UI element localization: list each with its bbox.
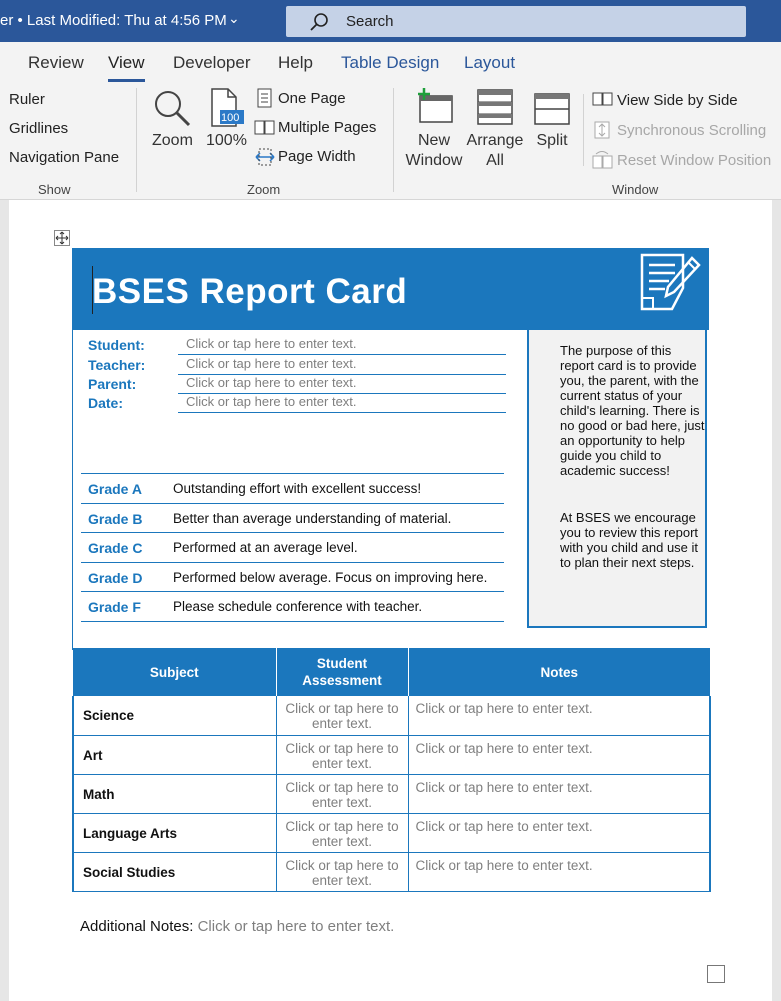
assessment-placeholder: Click or tap here to enter text.: [285, 818, 399, 849]
magnifier-icon: [152, 88, 192, 128]
split-icon: [533, 92, 571, 126]
notes-cell[interactable]: Click or tap here to enter text.: [408, 852, 710, 891]
grade-divider: [81, 621, 504, 622]
navigation-pane-checkbox[interactable]: [0, 149, 119, 166]
grade-description: Performed below average. Focus on improving here.: [173, 570, 488, 585]
subject-cell[interactable]: Language Arts: [73, 813, 276, 852]
arrange-all-label-1: Arrange: [466, 132, 524, 149]
date-field[interactable]: Click or tap here to enter text.: [178, 393, 506, 413]
arrange-all-button[interactable]: [464, 88, 526, 174]
gridlines-label: Gridlines: [9, 120, 69, 137]
notes-cell[interactable]: Click or tap here to enter text.: [408, 774, 710, 813]
window-group-label: Window: [612, 182, 659, 197]
grade-description: Performed at an average level.: [173, 540, 358, 555]
assessment-cell[interactable]: [276, 696, 408, 735]
grade-label: Grade F: [88, 599, 141, 615]
teacher-label: Teacher:: [88, 357, 146, 373]
table-move-handle[interactable]: [54, 230, 70, 246]
tab-developer[interactable]: Developer: [173, 53, 251, 72]
table-row: [73, 696, 710, 735]
ribbon-tabs: [0, 42, 781, 82]
arrange-all-icon: [476, 88, 514, 126]
assessment-header: [276, 648, 408, 696]
assessment-header-text: Student Assessment: [302, 656, 382, 688]
zoom-button[interactable]: [148, 88, 196, 158]
table-row: [73, 735, 710, 774]
assessment-cell[interactable]: [276, 813, 408, 852]
move-icon: [55, 231, 69, 245]
tab-layout[interactable]: Layout: [464, 53, 516, 72]
grade-label: Grade B: [88, 511, 143, 527]
assessment-cell[interactable]: [276, 852, 408, 891]
grade-description: Outstanding effort with excellent success!: [173, 481, 422, 496]
group-divider: [136, 88, 137, 192]
search-box[interactable]: [286, 6, 746, 37]
view-side-by-side-label: View Side by Side: [617, 92, 738, 109]
side-by-side-icon: [592, 91, 614, 109]
sync-scroll-icon: [592, 120, 614, 140]
subject-cell[interactable]: Science: [73, 696, 276, 735]
grade-divider: [81, 503, 504, 504]
report-card-header: [72, 248, 709, 330]
grade-divider: [81, 473, 504, 474]
subject-cell[interactable]: Math: [73, 774, 276, 813]
table-row: [73, 813, 710, 852]
multiple-pages-label: Multiple Pages: [278, 119, 377, 136]
page-width-label: Page Width: [278, 148, 356, 165]
gridlines-checkbox[interactable]: [0, 120, 68, 137]
multiple-pages-icon: [254, 119, 276, 137]
reset-window-position-button[interactable]: [592, 150, 772, 172]
one-page-button[interactable]: [254, 88, 374, 110]
grade-description: Better than average understanding of material.: [173, 511, 452, 526]
tab-view[interactable]: View: [108, 53, 145, 72]
table-row: [73, 852, 710, 891]
hundred-percent-label: 100%: [206, 132, 247, 149]
one-page-label: One Page: [278, 90, 346, 107]
subject-cell[interactable]: Art: [73, 735, 276, 774]
split-label: Split: [536, 132, 568, 149]
report-card-title[interactable]: BSES Report Card: [92, 272, 408, 311]
assessment-placeholder: Click or tap here to enter text.: [285, 857, 399, 888]
new-window-label-1: New: [417, 132, 450, 149]
student-label: Student:: [88, 337, 145, 353]
split-button[interactable]: [530, 88, 574, 158]
additional-notes[interactable]: [80, 918, 394, 935]
reset-window-icon: [592, 150, 614, 170]
page-100-icon-text: 100: [221, 112, 240, 124]
additional-notes-label: Additional Notes:: [80, 918, 194, 935]
synchronous-scrolling-button[interactable]: [592, 120, 772, 142]
checkbox[interactable]: [707, 965, 725, 983]
subject-header: Subject: [73, 648, 276, 696]
assessment-cell[interactable]: [276, 735, 408, 774]
show-group-label: Show: [38, 182, 71, 197]
tab-table-design[interactable]: Table Design: [341, 53, 440, 72]
page-width-icon: [255, 147, 275, 167]
navigation-pane-label: Navigation Pane: [9, 149, 120, 166]
tab-review[interactable]: Review: [28, 53, 84, 72]
purpose-paragraph: The purpose of this report card is to provide you, the parent, with the current status of your child's learning. There is no good or bad here, just an opportunity to help guide you child to academic success!: [560, 343, 705, 478]
zoom-group-label: Zoom: [247, 182, 281, 197]
reset-window-position-label: Reset Window Position: [617, 152, 772, 169]
notes-cell[interactable]: Click or tap here to enter text.: [408, 735, 710, 774]
search-placeholder: Search: [346, 13, 394, 30]
notes-header: Notes: [408, 648, 710, 696]
encouragement-paragraph: At BSES we encourage you to review this report with you child and use it to plan their next steps.: [560, 510, 699, 570]
grade-description: Please schedule conference with teacher.: [173, 599, 423, 614]
synchronous-scrolling-label: Synchronous Scrolling: [617, 122, 767, 139]
table-header-row: [73, 648, 710, 696]
ruler-checkbox[interactable]: [0, 91, 45, 108]
document-pencil-icon: [639, 252, 701, 312]
group-divider: [393, 88, 394, 192]
grade-label: Grade C: [88, 540, 143, 556]
view-side-by-side-button[interactable]: [592, 90, 772, 112]
grade-divider: [81, 532, 504, 533]
date-label: Date:: [88, 395, 124, 411]
ruler-label: Ruler: [9, 91, 45, 108]
ribbon: [0, 82, 781, 200]
new-window-button[interactable]: [404, 88, 464, 174]
document-area[interactable]: [0, 200, 781, 1001]
teacher-field[interactable]: Click or tap here to enter text.: [178, 355, 506, 375]
page-width-button[interactable]: [254, 146, 374, 168]
new-window-label-2: Window: [405, 152, 463, 169]
multiple-pages-button[interactable]: [254, 117, 384, 139]
notes-cell[interactable]: Click or tap here to enter text.: [408, 813, 710, 852]
one-page-icon: [256, 88, 274, 108]
grade-divider: [81, 562, 504, 563]
new-window-icon: [414, 88, 454, 124]
table-row: [73, 774, 710, 813]
zoom-label: Zoom: [152, 132, 193, 149]
student-field[interactable]: Click or tap here to enter text.: [178, 335, 506, 355]
assessment-placeholder: Click or tap here to enter text.: [285, 740, 399, 771]
purpose-box: [527, 330, 707, 628]
subject-table: [72, 648, 711, 892]
chevron-down-icon[interactable]: ⌄: [228, 10, 240, 26]
parent-label: Parent:: [88, 376, 137, 392]
group-divider: [583, 94, 584, 166]
card-left-border: [72, 330, 73, 650]
arrange-all-label-2: All: [486, 152, 504, 169]
search-icon: [308, 11, 330, 33]
grade-label: Grade D: [88, 570, 143, 586]
additional-notes-placeholder[interactable]: Click or tap here to enter text.: [197, 918, 395, 935]
title-bar: [0, 0, 781, 42]
parent-field[interactable]: Click or tap here to enter text.: [178, 374, 506, 394]
assessment-placeholder: Click or tap here to enter text.: [285, 779, 399, 810]
grade-label: Grade A: [88, 481, 142, 497]
assessment-placeholder: Click or tap here to enter text.: [285, 701, 399, 731]
subject-cell[interactable]: Social Studies: [73, 852, 276, 891]
notes-cell[interactable]: Click or tap here to enter text.: [408, 696, 710, 735]
document-status[interactable]: er • Last Modified: Thu at 4:56 PM: [0, 12, 227, 29]
zoom-100-button[interactable]: [204, 88, 248, 158]
tab-help[interactable]: Help: [278, 53, 313, 72]
assessment-cell[interactable]: [276, 774, 408, 813]
grade-divider: [81, 591, 504, 592]
